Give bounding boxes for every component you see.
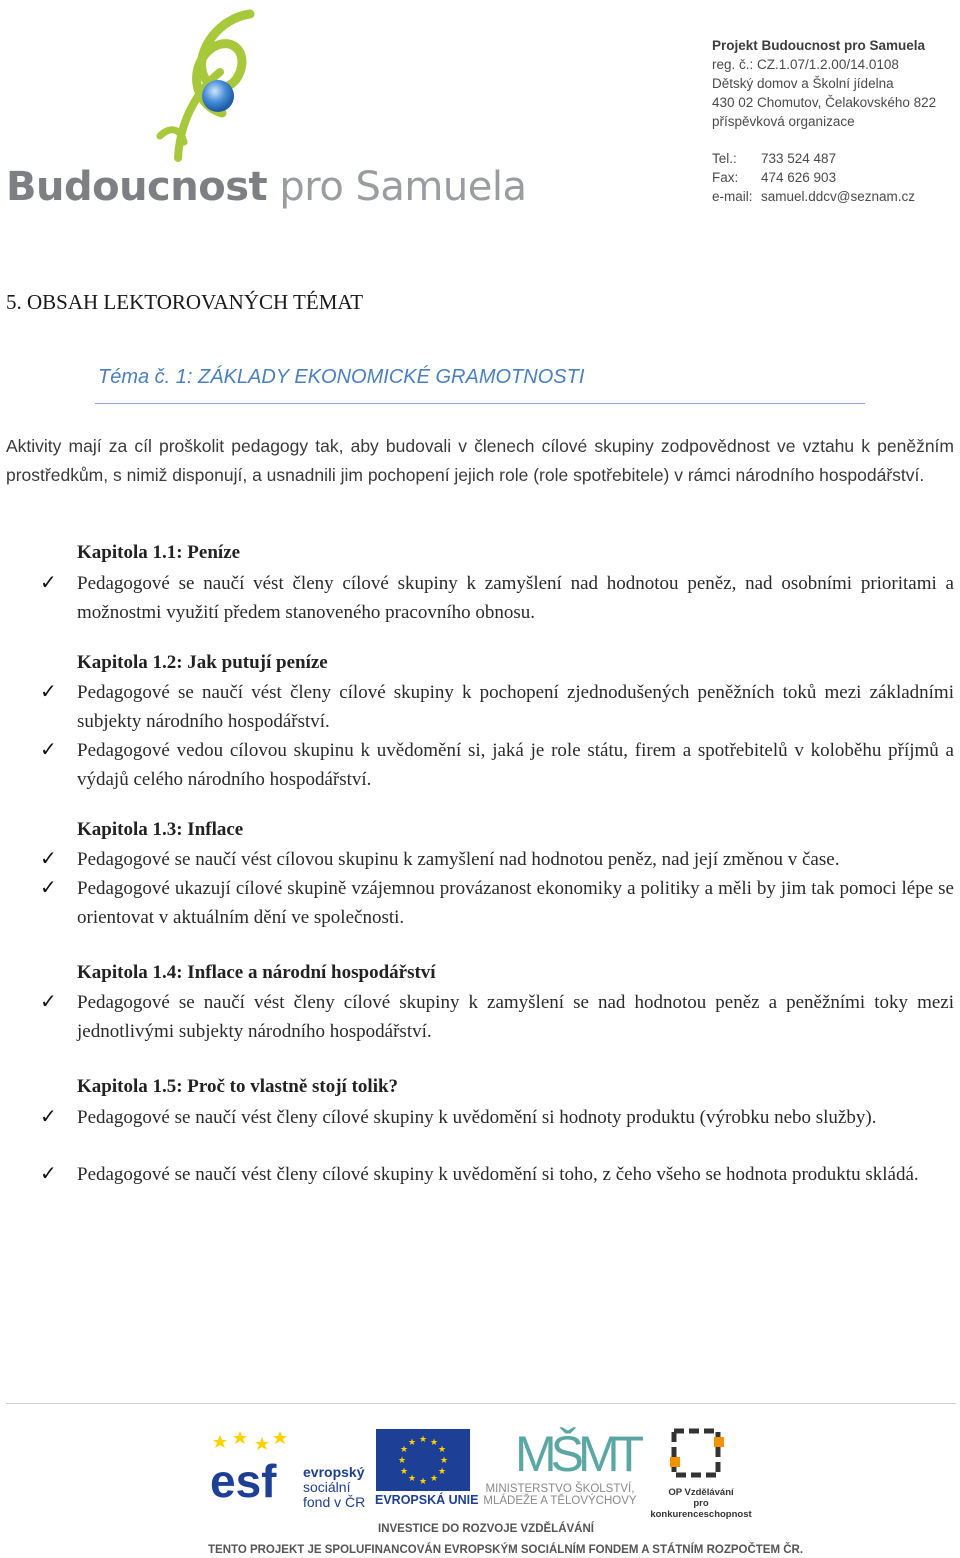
samuel-logo-icon [150, 8, 280, 168]
checkmark-icon: ✓ [40, 991, 57, 1013]
svg-text:★: ★ [399, 1445, 409, 1455]
svg-text:★: ★ [407, 1474, 417, 1484]
svg-text:★: ★ [418, 1435, 428, 1445]
list-item: ✓ Pedagogové se naučí vést členy cílové skupiny k uvědomění si toho, z čeho všeho se hodnota produktu skládá. [40, 1160, 954, 1189]
email-value: samuel.ddcv@seznam.cz [761, 189, 916, 204]
svg-text:★: ★ [407, 1438, 417, 1448]
svg-text:MŠMT: MŠMT [515, 1426, 639, 1482]
checkmark-icon: ✓ [40, 572, 57, 594]
chapter-title: Kapitola 1.2: Jak putují peníze [77, 652, 328, 673]
chapter-title: Kapitola 1.1: Peníze [77, 542, 241, 563]
contact-block [712, 36, 936, 206]
investment-slogan: INVESTICE DO ROZVOJE VZDĚLÁVÁNÍ [378, 1523, 594, 1535]
svg-text:★: ★ [429, 1438, 439, 1448]
list-item: ✓ Pedagogové se naučí vést členy cílové skupiny k uvědomění si hodnoty produktu (výrobku nebo služby). [40, 1103, 954, 1132]
svg-text:★: ★ [397, 1456, 407, 1466]
chapter-title: Kapitola 1.3: Inflace [77, 819, 244, 840]
fax-row: Fax: 474 626 903 [712, 170, 837, 185]
msmt-label: MINISTERSTVO ŠKOLSTVÍ, MLÁDEŽE A TĚLOVÝCHOVY [483, 1483, 637, 1507]
list-item: ✓ Pedagogové se naučí vést cílovou skupinu k zamyšlení nad hodnotou peněz, nad její změnou v čase. [40, 845, 954, 874]
tel-row: Tel.: 733 524 487 [712, 151, 837, 166]
topic-divider [95, 403, 865, 404]
list-item: ✓ Pedagogové vedou cílovou skupinu k uvědomění si, jaká je role státu, firem a spotřebitelů v koloběhu příjmů a výdajů celého národního hospodářství. [40, 736, 954, 794]
intro-paragraph: Aktivity mají za cíl proškolit pedagogy tak, aby budovali v členech cílové skupiny zodpovědnost ve vztahu k peněžním prostředkům, s nimiž disponují, a usnadnili jim pochopení jejich role (role spotřebitele) v rámci národního hospodářství. [6, 436, 954, 485]
op-label: OP Vzdělávání pro konkurenceschopnost [650, 1487, 752, 1520]
checkmark-icon: ✓ [40, 1163, 57, 1185]
fax-value: 474 626 903 [761, 170, 837, 185]
reg-number: reg. č.: CZ.1.07/1.2.00/14.0108 [712, 57, 899, 72]
cofinancing-notice: TENTO PROJEKT JE SPOLUFINANCOVÁN EVROPSKÝM SOCIÁLNÍM FONDEM A STÁTNÍM ROZPOČTEM ČR. [208, 1544, 804, 1556]
org-line-2: 430 02 Chomutov, Čelakovského 822 [712, 95, 937, 110]
section-title: 5. OBSAH LEKTOROVANÝCH TÉMAT [6, 290, 364, 314]
msmt-logo-icon [515, 1426, 639, 1482]
list-item: ✓ Pedagogové se naučí vést členy cílové skupiny k zamyšlení nad hodnotou peněz, nad osobními prioritami a možnostmi využití předem stanoveného pracovního obnosu. [40, 569, 954, 627]
list-item: ✓ Pedagogové se naučí vést členy cílové skupiny k zamyšlení se nad hodnotou peněz a peněžními toky mezi jednotlivými subjekty národního hospodářství. [40, 988, 954, 1046]
funding-footer [0, 1405, 960, 1558]
email-row: e-mail: samuel.ddcv@seznam.cz [712, 189, 916, 204]
svg-text:★: ★ [429, 1474, 439, 1484]
svg-text:★: ★ [399, 1467, 409, 1477]
eu-label: EVROPSKÁ UNIE [375, 1493, 479, 1507]
svg-text:★: ★ [439, 1456, 449, 1466]
footer-divider [6, 1403, 956, 1404]
chapter-title: Kapitola 1.4: Inflace a národní hospodářství [77, 962, 436, 983]
esf-logo-icon [210, 1429, 302, 1507]
topic-heading: Téma č. 1: ZÁKLADY EKONOMICKÉ GRAMOTNOSTI [98, 366, 585, 388]
checkmark-icon: ✓ [40, 877, 57, 899]
logo-wordmark: Budoucnost pro Samuela [6, 164, 527, 210]
svg-text:★: ★ [437, 1467, 447, 1477]
project-title: Projekt Budoucnost pro Samuela [712, 38, 926, 53]
svg-text:★: ★ [437, 1445, 447, 1455]
tel-value: 733 524 487 [761, 151, 837, 166]
org-line-1: Dětský domov a Školní jídelna [712, 76, 894, 91]
list-item: ✓ Pedagogové ukazují cílové skupině vzájemnou provázanost ekonomiky a politiky a měli by jim tak pomoci lépe se orientovat v aktuálním dění ve společnosti. [40, 874, 954, 932]
chapter-title: Kapitola 1.5: Proč to vlastně stojí tolik? [77, 1076, 399, 1097]
svg-text:esf: esf [210, 1455, 277, 1507]
op-logo-icon [668, 1427, 728, 1485]
svg-text:★: ★ [418, 1477, 428, 1487]
checkmark-icon: ✓ [40, 848, 57, 870]
checkmark-icon: ✓ [40, 1106, 57, 1128]
org-line-3: příspěvková organizace [712, 114, 855, 129]
checkmark-icon: ✓ [40, 681, 57, 703]
checkmark-icon: ✓ [40, 739, 57, 761]
eu-flag-icon [376, 1429, 470, 1491]
letterhead [0, 0, 960, 230]
esf-label: evropský sociální fond v ČR [303, 1464, 366, 1510]
list-item: ✓ Pedagogové se naučí vést členy cílové skupiny k pochopení zjednodušených peněžních toků mezi základními subjekty národního hospodářství. [40, 678, 954, 736]
